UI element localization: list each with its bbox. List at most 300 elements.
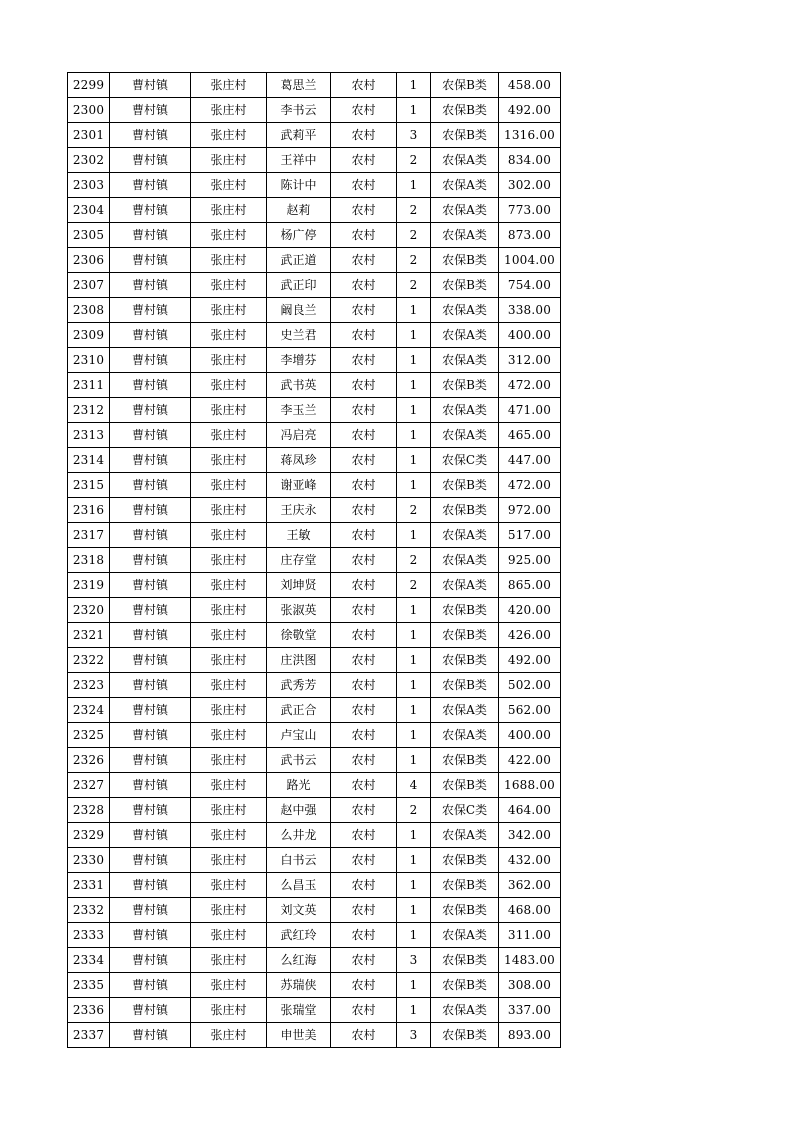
row-number-cell: 2300	[68, 98, 110, 123]
table-row	[68, 748, 561, 773]
table-row	[68, 523, 561, 548]
insurance-category-cell: 农保A类	[431, 923, 499, 948]
village-cell: 张庄村	[191, 298, 267, 323]
name-cell: 张淑英	[267, 598, 331, 623]
insurance-category-cell: 农保B类	[431, 748, 499, 773]
village-cell: 张庄村	[191, 473, 267, 498]
town-cell: 曹村镇	[110, 398, 191, 423]
amount-cell: 426.00	[499, 623, 561, 648]
village-cell: 张庄村	[191, 223, 267, 248]
amount-cell: 502.00	[499, 673, 561, 698]
area-type-cell: 农村	[331, 298, 397, 323]
household-count-cell: 1	[397, 823, 431, 848]
amount-cell: 834.00	[499, 148, 561, 173]
amount-cell: 492.00	[499, 648, 561, 673]
name-cell: 武书英	[267, 373, 331, 398]
town-cell: 曹村镇	[110, 848, 191, 873]
insurance-category-cell: 农保A类	[431, 348, 499, 373]
insurance-category-cell: 农保B类	[431, 98, 499, 123]
town-cell: 曹村镇	[110, 423, 191, 448]
area-type-cell: 农村	[331, 1023, 397, 1048]
household-count-cell: 1	[397, 73, 431, 98]
area-type-cell: 农村	[331, 548, 397, 573]
household-count-cell: 1	[397, 998, 431, 1023]
table-row	[68, 873, 561, 898]
village-cell: 张庄村	[191, 123, 267, 148]
table-row	[68, 548, 561, 573]
row-number-cell: 2331	[68, 873, 110, 898]
household-count-cell: 1	[397, 473, 431, 498]
village-cell: 张庄村	[191, 198, 267, 223]
household-count-cell: 3	[397, 1023, 431, 1048]
area-type-cell: 农村	[331, 373, 397, 398]
village-cell: 张庄村	[191, 398, 267, 423]
household-count-cell: 1	[397, 423, 431, 448]
name-cell: 苏瑞侠	[267, 973, 331, 998]
amount-cell: 472.00	[499, 373, 561, 398]
insurance-category-cell: 农保B类	[431, 73, 499, 98]
table-row	[68, 623, 561, 648]
name-cell: 张瑞堂	[267, 998, 331, 1023]
row-number-cell: 2322	[68, 648, 110, 673]
row-number-cell: 2314	[68, 448, 110, 473]
town-cell: 曹村镇	[110, 973, 191, 998]
insurance-category-cell: 农保B类	[431, 473, 499, 498]
table-row	[68, 373, 561, 398]
town-cell: 曹村镇	[110, 473, 191, 498]
area-type-cell: 农村	[331, 423, 397, 448]
row-number-cell: 2311	[68, 373, 110, 398]
town-cell: 曹村镇	[110, 573, 191, 598]
row-number-cell: 2321	[68, 623, 110, 648]
household-count-cell: 1	[397, 173, 431, 198]
name-cell: 武秀芳	[267, 673, 331, 698]
amount-cell: 492.00	[499, 98, 561, 123]
household-count-cell: 4	[397, 773, 431, 798]
row-number-cell: 2328	[68, 798, 110, 823]
row-number-cell: 2301	[68, 123, 110, 148]
insurance-category-cell: 农保B类	[431, 848, 499, 873]
village-cell: 张庄村	[191, 698, 267, 723]
name-cell: 王敏	[267, 523, 331, 548]
row-number-cell: 2333	[68, 923, 110, 948]
table-row	[68, 948, 561, 973]
amount-cell: 432.00	[499, 848, 561, 873]
insurance-category-cell: 农保B类	[431, 1023, 499, 1048]
table-row	[68, 848, 561, 873]
name-cell: 庄存堂	[267, 548, 331, 573]
amount-cell: 865.00	[499, 573, 561, 598]
row-number-cell: 2307	[68, 273, 110, 298]
row-number-cell: 2325	[68, 723, 110, 748]
insurance-category-cell: 农保A类	[431, 998, 499, 1023]
area-type-cell: 农村	[331, 273, 397, 298]
town-cell: 曹村镇	[110, 548, 191, 573]
village-cell: 张庄村	[191, 823, 267, 848]
area-type-cell: 农村	[331, 173, 397, 198]
town-cell: 曹村镇	[110, 648, 191, 673]
row-number-cell: 2335	[68, 973, 110, 998]
household-count-cell: 1	[397, 373, 431, 398]
name-cell: 武莉平	[267, 123, 331, 148]
household-count-cell: 1	[397, 698, 431, 723]
table-row	[68, 823, 561, 848]
table-row	[68, 123, 561, 148]
amount-cell: 465.00	[499, 423, 561, 448]
household-count-cell: 1	[397, 298, 431, 323]
name-cell: 庄洪图	[267, 648, 331, 673]
insurance-category-cell: 农保B类	[431, 598, 499, 623]
town-cell: 曹村镇	[110, 748, 191, 773]
amount-cell: 302.00	[499, 173, 561, 198]
amount-cell: 458.00	[499, 73, 561, 98]
amount-cell: 400.00	[499, 323, 561, 348]
name-cell: 武正道	[267, 248, 331, 273]
amount-cell: 464.00	[499, 798, 561, 823]
household-count-cell: 2	[397, 223, 431, 248]
village-cell: 张庄村	[191, 573, 267, 598]
village-cell: 张庄村	[191, 898, 267, 923]
insurance-category-cell: 农保A类	[431, 223, 499, 248]
town-cell: 曹村镇	[110, 798, 191, 823]
insurance-category-cell: 农保A类	[431, 723, 499, 748]
table-row	[68, 398, 561, 423]
table-row	[68, 498, 561, 523]
household-count-cell: 2	[397, 573, 431, 598]
name-cell: 申世美	[267, 1023, 331, 1048]
area-type-cell: 农村	[331, 748, 397, 773]
village-cell: 张庄村	[191, 748, 267, 773]
row-number-cell: 2306	[68, 248, 110, 273]
name-cell: 王庆永	[267, 498, 331, 523]
amount-cell: 925.00	[499, 548, 561, 573]
area-type-cell: 农村	[331, 598, 397, 623]
amount-cell: 1483.00	[499, 948, 561, 973]
amount-cell: 308.00	[499, 973, 561, 998]
village-cell: 张庄村	[191, 598, 267, 623]
town-cell: 曹村镇	[110, 673, 191, 698]
town-cell: 曹村镇	[110, 823, 191, 848]
area-type-cell: 农村	[331, 698, 397, 723]
area-type-cell: 农村	[331, 473, 397, 498]
name-cell: 刘文英	[267, 898, 331, 923]
table-row	[68, 773, 561, 798]
area-type-cell: 农村	[331, 523, 397, 548]
row-number-cell: 2330	[68, 848, 110, 873]
name-cell: 白书云	[267, 848, 331, 873]
insurance-category-cell: 农保A类	[431, 698, 499, 723]
name-cell: 武正合	[267, 698, 331, 723]
name-cell: 李增芬	[267, 348, 331, 373]
village-cell: 张庄村	[191, 448, 267, 473]
insurance-category-cell: 农保B类	[431, 973, 499, 998]
row-number-cell: 2334	[68, 948, 110, 973]
area-type-cell: 农村	[331, 498, 397, 523]
household-count-cell: 1	[397, 398, 431, 423]
area-type-cell: 农村	[331, 798, 397, 823]
area-type-cell: 农村	[331, 848, 397, 873]
insurance-category-cell: 农保A类	[431, 823, 499, 848]
row-number-cell: 2313	[68, 423, 110, 448]
village-cell: 张庄村	[191, 148, 267, 173]
insurance-category-cell: 农保B类	[431, 648, 499, 673]
amount-cell: 311.00	[499, 923, 561, 948]
area-type-cell: 农村	[331, 223, 397, 248]
name-cell: 阚良兰	[267, 298, 331, 323]
row-number-cell: 2336	[68, 998, 110, 1023]
village-cell: 张庄村	[191, 773, 267, 798]
town-cell: 曹村镇	[110, 698, 191, 723]
table-row	[68, 198, 561, 223]
village-cell: 张庄村	[191, 723, 267, 748]
household-count-cell: 1	[397, 923, 431, 948]
town-cell: 曹村镇	[110, 348, 191, 373]
insurance-category-cell: 农保B类	[431, 873, 499, 898]
insurance-category-cell: 农保A类	[431, 173, 499, 198]
area-type-cell: 农村	[331, 898, 397, 923]
household-count-cell: 2	[397, 148, 431, 173]
table-row	[68, 723, 561, 748]
insurance-category-cell: 农保B类	[431, 498, 499, 523]
row-number-cell: 2324	[68, 698, 110, 723]
name-cell: 赵莉	[267, 198, 331, 223]
household-count-cell: 1	[397, 348, 431, 373]
village-cell: 张庄村	[191, 923, 267, 948]
table-row	[68, 423, 561, 448]
name-cell: 武书云	[267, 748, 331, 773]
table-row	[68, 673, 561, 698]
row-number-cell: 2317	[68, 523, 110, 548]
row-number-cell: 2299	[68, 73, 110, 98]
area-type-cell: 农村	[331, 348, 397, 373]
amount-cell: 447.00	[499, 448, 561, 473]
insurance-category-cell: 农保B类	[431, 273, 499, 298]
name-cell: 武红玲	[267, 923, 331, 948]
town-cell: 曹村镇	[110, 498, 191, 523]
village-cell: 张庄村	[191, 798, 267, 823]
name-cell: 路光	[267, 773, 331, 798]
insurance-category-cell: 农保B类	[431, 248, 499, 273]
name-cell: 么红海	[267, 948, 331, 973]
town-cell: 曹村镇	[110, 723, 191, 748]
town-cell: 曹村镇	[110, 273, 191, 298]
village-cell: 张庄村	[191, 673, 267, 698]
row-number-cell: 2310	[68, 348, 110, 373]
amount-cell: 893.00	[499, 1023, 561, 1048]
table-row	[68, 1023, 561, 1048]
table-row	[68, 698, 561, 723]
amount-cell: 472.00	[499, 473, 561, 498]
village-cell: 张庄村	[191, 523, 267, 548]
village-cell: 张庄村	[191, 848, 267, 873]
name-cell: 李玉兰	[267, 398, 331, 423]
insurance-category-cell: 农保B类	[431, 948, 499, 973]
insurance-category-cell: 农保A类	[431, 198, 499, 223]
town-cell: 曹村镇	[110, 998, 191, 1023]
town-cell: 曹村镇	[110, 223, 191, 248]
table-row	[68, 148, 561, 173]
town-cell: 曹村镇	[110, 73, 191, 98]
amount-cell: 517.00	[499, 523, 561, 548]
amount-cell: 972.00	[499, 498, 561, 523]
row-number-cell: 2329	[68, 823, 110, 848]
village-cell: 张庄村	[191, 998, 267, 1023]
area-type-cell: 农村	[331, 73, 397, 98]
row-number-cell: 2308	[68, 298, 110, 323]
name-cell: 刘坤贤	[267, 573, 331, 598]
insurance-category-cell: 农保B类	[431, 773, 499, 798]
amount-cell: 337.00	[499, 998, 561, 1023]
row-number-cell: 2319	[68, 573, 110, 598]
town-cell: 曹村镇	[110, 198, 191, 223]
household-count-cell: 1	[397, 448, 431, 473]
name-cell: 徐敬堂	[267, 623, 331, 648]
area-type-cell: 农村	[331, 998, 397, 1023]
table-row	[68, 448, 561, 473]
household-count-cell: 1	[397, 873, 431, 898]
row-number-cell: 2303	[68, 173, 110, 198]
name-cell: 王祥中	[267, 148, 331, 173]
household-count-cell: 1	[397, 898, 431, 923]
village-cell: 张庄村	[191, 98, 267, 123]
amount-cell: 773.00	[499, 198, 561, 223]
amount-cell: 873.00	[499, 223, 561, 248]
row-number-cell: 2316	[68, 498, 110, 523]
village-cell: 张庄村	[191, 273, 267, 298]
town-cell: 曹村镇	[110, 448, 191, 473]
amount-cell: 338.00	[499, 298, 561, 323]
amount-cell: 562.00	[499, 698, 561, 723]
area-type-cell: 农村	[331, 573, 397, 598]
name-cell: 么昌玉	[267, 873, 331, 898]
household-count-cell: 2	[397, 548, 431, 573]
insurance-category-cell: 农保B类	[431, 673, 499, 698]
town-cell: 曹村镇	[110, 123, 191, 148]
household-count-cell: 1	[397, 523, 431, 548]
insurance-category-cell: 农保B类	[431, 623, 499, 648]
table-row	[68, 173, 561, 198]
village-cell: 张庄村	[191, 948, 267, 973]
town-cell: 曹村镇	[110, 323, 191, 348]
town-cell: 曹村镇	[110, 598, 191, 623]
table-row	[68, 973, 561, 998]
table-row	[68, 598, 561, 623]
town-cell: 曹村镇	[110, 173, 191, 198]
village-cell: 张庄村	[191, 173, 267, 198]
area-type-cell: 农村	[331, 873, 397, 898]
area-type-cell: 农村	[331, 973, 397, 998]
name-cell: 卢宝山	[267, 723, 331, 748]
area-type-cell: 农村	[331, 148, 397, 173]
row-number-cell: 2302	[68, 148, 110, 173]
town-cell: 曹村镇	[110, 523, 191, 548]
amount-cell: 1004.00	[499, 248, 561, 273]
row-number-cell: 2323	[68, 673, 110, 698]
town-cell: 曹村镇	[110, 98, 191, 123]
table-row	[68, 98, 561, 123]
table-body	[68, 73, 561, 1048]
household-count-cell: 1	[397, 973, 431, 998]
area-type-cell: 农村	[331, 673, 397, 698]
household-count-cell: 2	[397, 248, 431, 273]
town-cell: 曹村镇	[110, 873, 191, 898]
name-cell: 李书云	[267, 98, 331, 123]
town-cell: 曹村镇	[110, 298, 191, 323]
insurance-category-cell: 农保B类	[431, 123, 499, 148]
insurance-category-cell: 农保A类	[431, 398, 499, 423]
household-count-cell: 2	[397, 198, 431, 223]
household-count-cell: 1	[397, 98, 431, 123]
amount-cell: 312.00	[499, 348, 561, 373]
insurance-category-cell: 农保A类	[431, 148, 499, 173]
table-row	[68, 223, 561, 248]
amount-cell: 362.00	[499, 873, 561, 898]
amount-cell: 1316.00	[499, 123, 561, 148]
household-count-cell: 1	[397, 723, 431, 748]
table-row	[68, 248, 561, 273]
area-type-cell: 农村	[331, 398, 397, 423]
insurance-category-cell: 农保A类	[431, 548, 499, 573]
amount-cell: 754.00	[499, 273, 561, 298]
household-count-cell: 3	[397, 123, 431, 148]
table-row	[68, 73, 561, 98]
row-number-cell: 2304	[68, 198, 110, 223]
name-cell: 陈计中	[267, 173, 331, 198]
name-cell: 赵中强	[267, 798, 331, 823]
area-type-cell: 农村	[331, 198, 397, 223]
village-cell: 张庄村	[191, 648, 267, 673]
area-type-cell: 农村	[331, 723, 397, 748]
insurance-category-cell: 农保A类	[431, 298, 499, 323]
insurance-category-cell: 农保C类	[431, 798, 499, 823]
area-type-cell: 农村	[331, 948, 397, 973]
area-type-cell: 农村	[331, 623, 397, 648]
area-type-cell: 农村	[331, 248, 397, 273]
household-count-cell: 1	[397, 623, 431, 648]
village-cell: 张庄村	[191, 548, 267, 573]
village-cell: 张庄村	[191, 348, 267, 373]
insurance-category-cell: 农保A类	[431, 423, 499, 448]
row-number-cell: 2318	[68, 548, 110, 573]
insurance-category-cell: 农保B类	[431, 898, 499, 923]
beneficiary-table	[67, 72, 561, 1048]
household-count-cell: 1	[397, 598, 431, 623]
household-count-cell: 1	[397, 673, 431, 698]
village-cell: 张庄村	[191, 623, 267, 648]
insurance-category-cell: 农保B类	[431, 373, 499, 398]
row-number-cell: 2320	[68, 598, 110, 623]
name-cell: 谢亚峰	[267, 473, 331, 498]
name-cell: 史兰君	[267, 323, 331, 348]
name-cell: 武正印	[267, 273, 331, 298]
area-type-cell: 农村	[331, 823, 397, 848]
insurance-category-cell: 农保A类	[431, 573, 499, 598]
area-type-cell: 农村	[331, 773, 397, 798]
name-cell: 杨广停	[267, 223, 331, 248]
village-cell: 张庄村	[191, 423, 267, 448]
village-cell: 张庄村	[191, 498, 267, 523]
name-cell: 冯启亮	[267, 423, 331, 448]
row-number-cell: 2326	[68, 748, 110, 773]
insurance-category-cell: 农保A类	[431, 523, 499, 548]
town-cell: 曹村镇	[110, 923, 191, 948]
household-count-cell: 3	[397, 948, 431, 973]
table-row	[68, 648, 561, 673]
row-number-cell: 2312	[68, 398, 110, 423]
amount-cell: 468.00	[499, 898, 561, 923]
village-cell: 张庄村	[191, 1023, 267, 1048]
area-type-cell: 农村	[331, 648, 397, 673]
